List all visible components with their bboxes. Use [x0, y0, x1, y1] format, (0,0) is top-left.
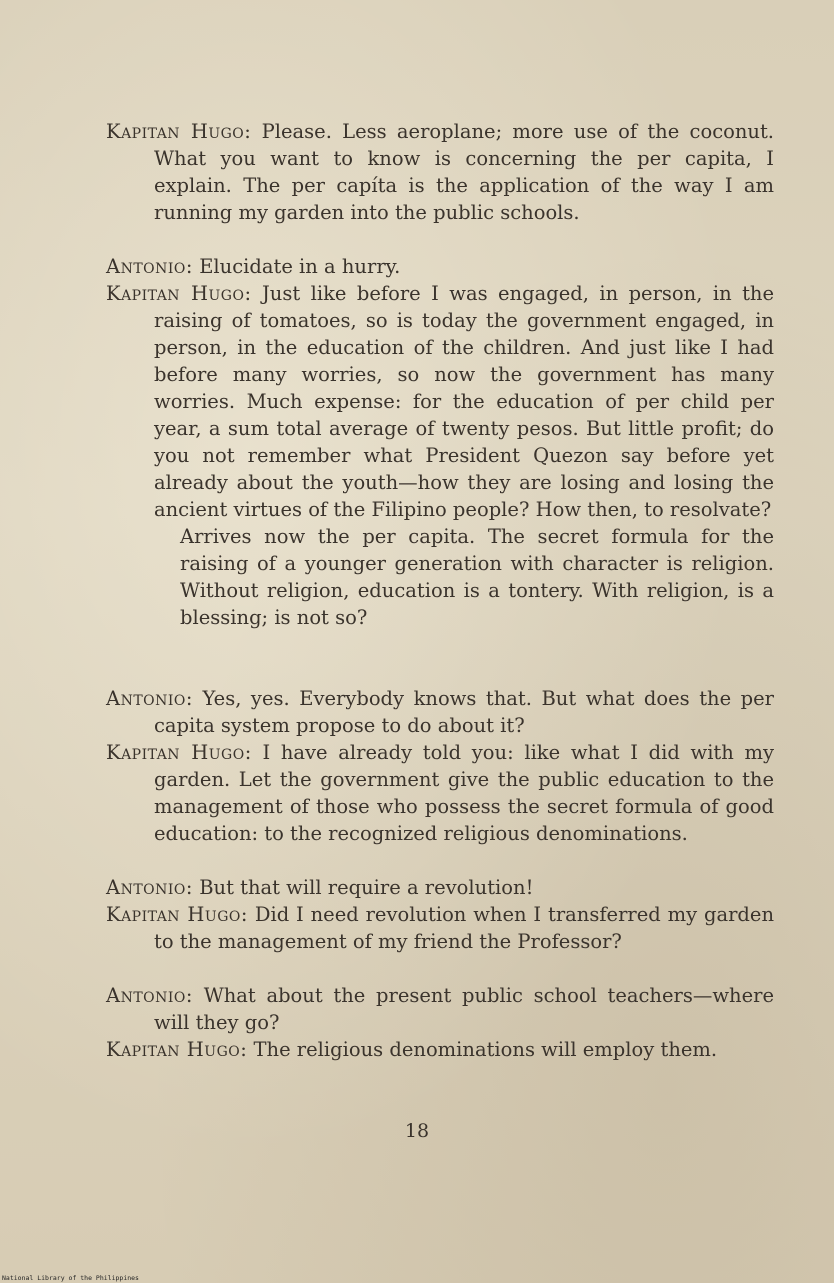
- speech-text: Elucidate in a hurry.: [199, 255, 401, 278]
- speech-text: But that will require a revolution!: [199, 876, 534, 899]
- speaker-name: Kapitan Hugo:: [106, 741, 252, 764]
- speech-text: The religious denominations will employ them.: [253, 1038, 718, 1061]
- speech-text: What about the present public school teachers—where will they go?: [154, 984, 775, 1034]
- speech-kapitan-hugo-3: [106, 739, 774, 847]
- speech-text: Did I need revolution when I transferred my garden to the management of my friend the Professor?: [154, 903, 774, 953]
- speech-text: Just like before I was engaged, in person, in the raising of tomatoes, so is today the government engaged, in person, in the education of the children. And just like I had before many worries, so now the government has many worries. Much expense: for the education of per child per year, a sum total average of twenty pesos. But little profit; do you not remember what President Quezon say before yet already about the youth—how they are losing and losing the ancient virtues of the Filipino people? How then, to resolvate?: [154, 282, 775, 521]
- speech-antonio-2: [106, 685, 774, 739]
- speech-continuation: Arrives now the per capita. The secret formula for the raising of a younger generation with character is religion. Without religion, education is a tontery. With religion, is a blessing; is not so?: [180, 525, 774, 629]
- page-number: 18: [404, 1120, 430, 1142]
- speech-kapitan-hugo-5: [106, 1036, 774, 1063]
- speaker-name: Kapitan Hugo:: [106, 1038, 248, 1061]
- speech-kapitan-hugo-2: [106, 280, 774, 631]
- speech-text: Please. Less aeroplane; more use of the coconut. What you want to know is concerning the per capita, I explain. The per capíta is the application of the way I am running my garden into the public schools.: [154, 120, 775, 224]
- speaker-name: Kapitan Hugo:: [106, 903, 248, 926]
- speaker-name: Antonio:: [106, 984, 193, 1007]
- speaker-name: Kapitan Hugo:: [106, 120, 252, 143]
- library-footer: National Library of the Philippines: [2, 1274, 139, 1282]
- speech-antonio-3: [106, 874, 774, 901]
- speaker-name: Antonio:: [106, 687, 193, 710]
- speech-kapitan-hugo-1: [106, 118, 774, 226]
- speech-kapitan-hugo-4: [106, 901, 774, 955]
- speech-antonio-4: [106, 982, 774, 1036]
- speech-text: Yes, yes. Everybody knows that. But what does the per capita system propose to do about it?: [154, 687, 774, 737]
- speech-antonio-1: [106, 253, 774, 280]
- speaker-name: Kapitan Hugo:: [106, 282, 252, 305]
- speech-text: I have already told you: like what I did with my garden. Let the government give the public education to the management of those who possess the secret formula of good education: to the recognized religious denominations.: [154, 741, 775, 845]
- speaker-name: Antonio:: [106, 255, 193, 278]
- speaker-name: Antonio:: [106, 876, 193, 899]
